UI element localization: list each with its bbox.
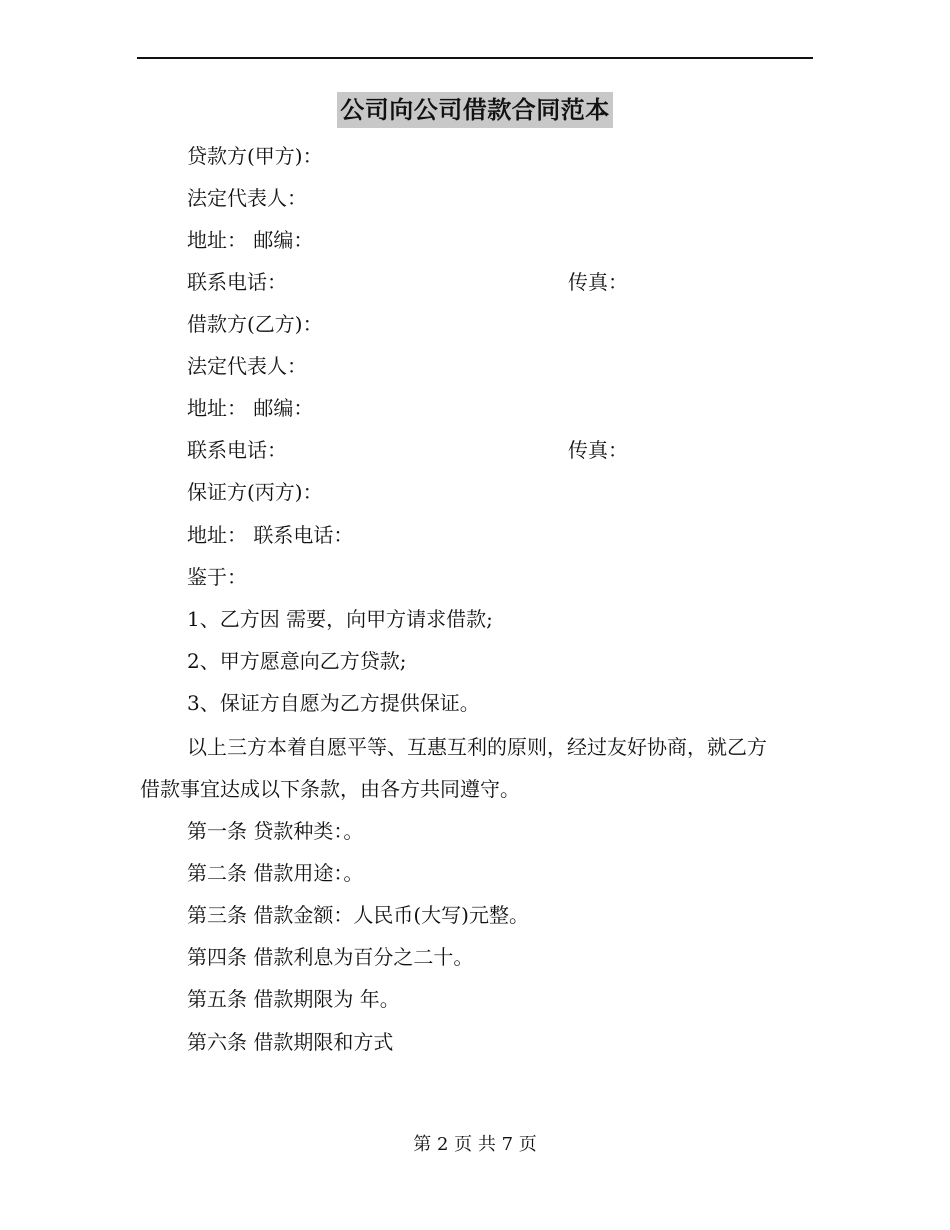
article-5: 第五条 借款期限为 年。 xyxy=(187,987,400,1011)
recital-2: 2、甲方愿意向乙方贷款; xyxy=(187,649,407,673)
borrower-phone: 联系电话： xyxy=(187,438,287,462)
page-footer xyxy=(0,1132,950,1158)
borrower-representative: 法定代表人： xyxy=(187,354,307,378)
title-container xyxy=(0,92,950,128)
agreement-paragraph-line-1: 以上三方本着自愿平等、互惠互利的原则，经过友好协商，就乙方 xyxy=(187,735,767,759)
recital-3: 3、保证方自愿为乙方提供保证。 xyxy=(187,691,480,715)
article-6: 第六条 借款期限和方式 xyxy=(187,1030,394,1054)
article-4: 第四条 借款利息为百分之二十。 xyxy=(187,945,474,969)
article-1: 第一条 贷款种类：。 xyxy=(187,819,364,843)
lender-fax: 传真： xyxy=(568,270,628,294)
page-number: 第 2 页 共 7 页 xyxy=(413,1134,537,1155)
whereas-heading: 鉴于： xyxy=(187,565,247,589)
lender-address: 地址： 邮编： xyxy=(187,228,314,252)
lender-representative: 法定代表人： xyxy=(187,186,307,210)
borrower-address: 地址： 邮编： xyxy=(187,396,314,420)
article-3: 第三条 借款金额：人民币(大写)元整。 xyxy=(187,903,529,927)
agreement-paragraph-line-2: 借款事宜达成以下条款，由各方共同遵守。 xyxy=(140,777,520,801)
recital-1: 1、乙方因 需要，向甲方请求借款; xyxy=(187,607,493,631)
lender-label: 贷款方(甲方)： xyxy=(187,144,323,168)
article-2: 第二条 借款用途：。 xyxy=(187,861,364,885)
borrower-fax: 传真： xyxy=(568,438,628,462)
document-title: 公司向公司借款合同范本 xyxy=(337,92,613,128)
lender-phone: 联系电话： xyxy=(187,270,287,294)
guarantor-address: 地址： 联系电话： xyxy=(187,523,354,547)
header-rule xyxy=(137,57,813,59)
borrower-label: 借款方(乙方)： xyxy=(187,312,323,336)
guarantor-label: 保证方(丙方)： xyxy=(187,480,323,504)
